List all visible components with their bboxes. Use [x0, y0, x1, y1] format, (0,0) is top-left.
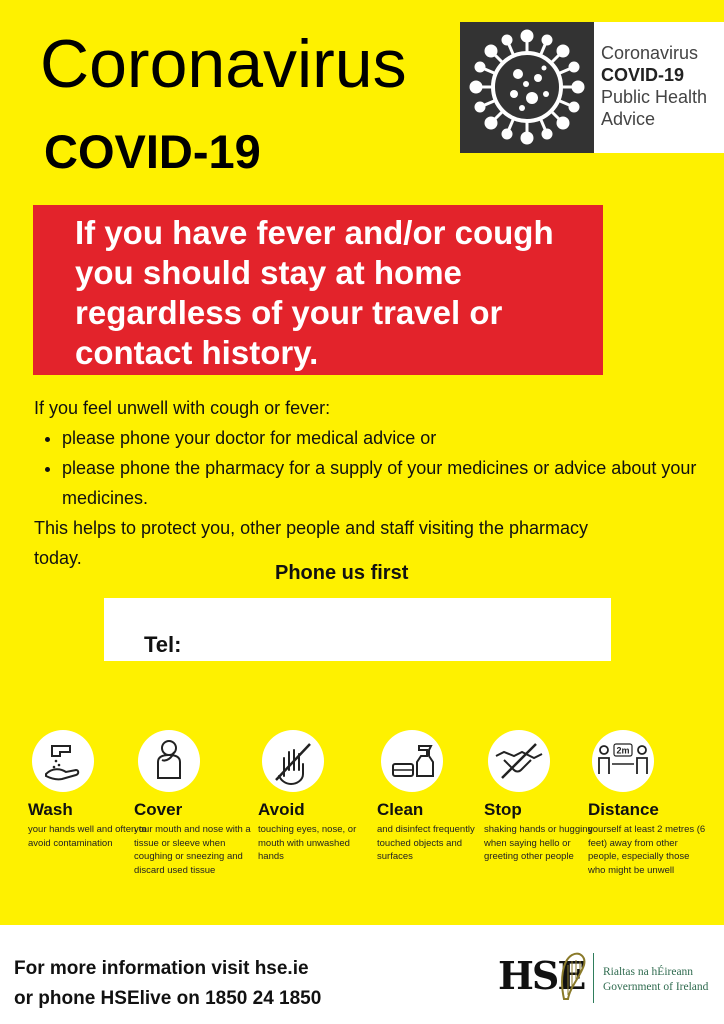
- prevention-item-wash: [28, 730, 148, 850]
- logo-text: [601, 42, 707, 130]
- prevention-title: Stop: [484, 800, 522, 819]
- hse-logo: HSE: [498, 953, 585, 998]
- logo-line-1: Coronavirus: [601, 43, 699, 63]
- prevention-desc: touching eyes, nose, or mouth with unwashed hands: [258, 824, 357, 862]
- footer-line-1: For more information visit hse.ie: [14, 958, 309, 979]
- prevention-title: Avoid: [258, 800, 305, 819]
- prevention-item-stop: [484, 730, 604, 864]
- footer-line-2: or phone HSElive on 1850 24 1850: [14, 988, 322, 1009]
- no-touch-face-icon: [262, 730, 324, 792]
- prevention-item-distance: [588, 730, 708, 877]
- gov-divider: [593, 953, 594, 1003]
- virus-icon: [460, 22, 594, 153]
- prevention-item-clean: [377, 730, 497, 864]
- prevention-icons-row: [28, 730, 718, 900]
- prevention-title: Distance: [588, 800, 659, 819]
- prevention-desc: and disinfect frequently touched objects and surfaces: [377, 824, 475, 862]
- hand-wash-icon: [32, 730, 94, 792]
- prevention-item-cover: [134, 730, 254, 877]
- phone-us-first-heading: Phone us first: [275, 562, 409, 584]
- telephone-box: [104, 598, 611, 661]
- logo-line-4: Advice: [601, 109, 656, 129]
- list-item: • please phone the pharmacy for a supply of your medicines or advice about your medicines.: [62, 453, 702, 513]
- stay-home-alert: [33, 205, 603, 375]
- gov-line-1: Rialtas na hÉireann: [603, 966, 694, 978]
- page-title: Coronavirus: [40, 26, 407, 102]
- advice-closing: This helps to protect you, other people and staff visiting the pharmacy today.: [34, 518, 588, 568]
- list-item: • please phone your doctor for medical advice or: [62, 423, 702, 453]
- prevention-desc: your mouth and nose with a tissue or sleeve when coughing or sneezing and discard used tissue: [134, 824, 251, 876]
- advice-intro: If you feel unwell with cough or fever:: [34, 398, 331, 418]
- government-of-ireland-logo: [603, 965, 708, 995]
- distance-icon: [592, 730, 654, 792]
- prevention-desc: shaking hands or hugging when saying hello or greeting other people: [484, 824, 593, 862]
- prevention-title: Clean: [377, 800, 424, 819]
- gov-line-2: Government of Ireland: [603, 981, 709, 993]
- logo-line-2: COVID-19: [601, 65, 685, 85]
- footer-contact-info: [14, 954, 321, 1014]
- tel-label: Tel:: [144, 632, 182, 657]
- distance-badge-text: 2m: [616, 745, 630, 756]
- harp-icon: [558, 951, 588, 1008]
- spray-bottle-icon: [381, 730, 443, 792]
- logo-line-3: Public Health: [601, 87, 708, 107]
- prevention-item-avoid: [258, 730, 378, 864]
- alert-text: If you have fever and/or cough you should stay at home regardless of your travel or contact history.: [75, 214, 554, 371]
- prevention-title: Wash: [28, 800, 73, 819]
- no-handshake-icon: [488, 730, 550, 792]
- prevention-title: Cover: [134, 800, 183, 819]
- prevention-desc: yourself at least 2 metres (6 feet) away from other people, especially those who might be unwell: [588, 824, 706, 876]
- footer: [0, 925, 724, 1024]
- page-subtitle: COVID-19: [44, 125, 261, 178]
- prevention-desc: your hands well and often to avoid contamination: [28, 824, 147, 849]
- advice-list: [42, 423, 702, 513]
- public-health-advice-logo: [460, 22, 724, 153]
- cough-cover-icon: [138, 730, 200, 792]
